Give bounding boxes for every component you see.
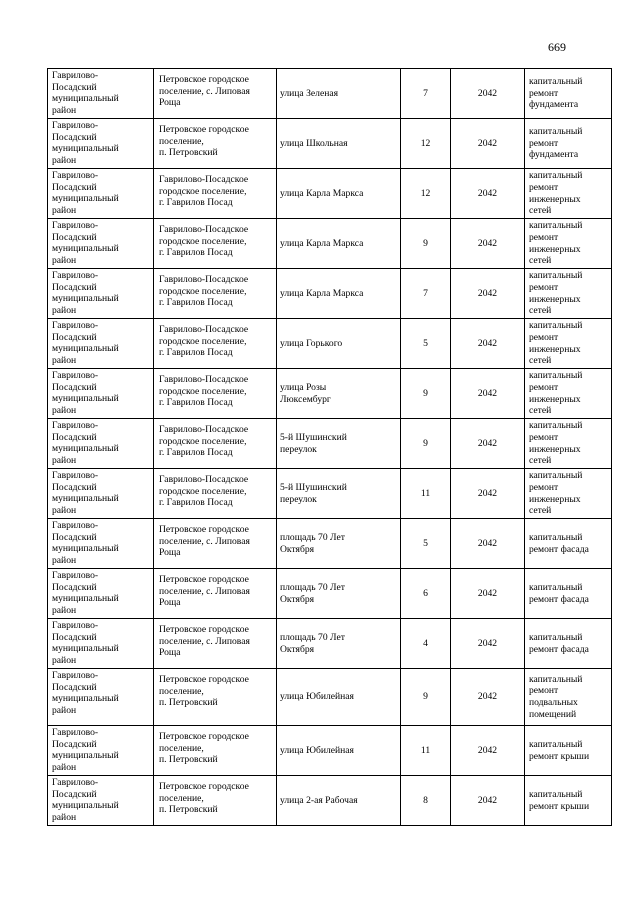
house-number-cell [401,269,451,319]
district-cell-text: Гаврилово- Посадский муниципальный район [52,320,119,366]
year-cell-text: 2042 [477,287,498,299]
street-cell [277,669,401,726]
district-cell [48,369,154,419]
settlement-cell [154,619,277,669]
settlement-cell [154,669,277,726]
settlement-cell-text: Петровское городское поселение, п. Петровский [159,731,249,766]
street-cell [277,469,401,519]
street-cell [277,619,401,669]
house-number-cell-text: 9 [423,237,428,249]
year-cell-text: 2042 [477,337,498,349]
house-number-cell-text: 4 [423,637,428,649]
district-cell [48,469,154,519]
street-cell-text: улица Юбилейная [280,744,354,756]
house-number-cell [401,69,451,119]
table-row [48,169,612,219]
work-type-cell [525,269,612,319]
house-number-cell-text: 12 [420,187,431,199]
district-cell-text: Гаврилово- Посадский муниципальный район [52,727,119,773]
house-number-cell [401,219,451,269]
year-cell [451,169,525,219]
district-cell [48,269,154,319]
settlement-cell [154,419,277,469]
settlement-cell [154,469,277,519]
district-cell-text: Гаврилово- Посадский муниципальный район [52,270,119,316]
house-number-cell [401,369,451,419]
house-number-cell [401,169,451,219]
street-cell [277,319,401,369]
settlement-cell [154,169,277,219]
district-cell [48,726,154,776]
district-cell [48,169,154,219]
district-cell [48,219,154,269]
work-type-cell-text: капитальный ремонт инженерных сетей [529,370,583,417]
year-cell-text: 2042 [477,637,498,649]
settlement-cell [154,269,277,319]
settlement-cell-text: Гаврилово-Посадское городское поселение, г. Гаврилов Посад [159,474,249,509]
settlement-cell [154,726,277,776]
house-number-cell-text: 7 [423,87,428,99]
work-type-cell [525,469,612,519]
year-cell-text: 2042 [477,537,498,549]
district-cell [48,69,154,119]
year-cell [451,776,525,826]
settlement-cell-text: Петровское городское поселение, с. Липовая Роща [159,624,250,659]
year-cell [451,219,525,269]
house-number-cell [401,419,451,469]
street-cell-text: улица Розы Люксембург [280,381,331,405]
work-type-cell [525,369,612,419]
table-row [48,119,612,169]
house-number-cell-text: 5 [423,337,428,349]
street-cell-text: улица Школьная [280,137,348,149]
house-number-cell-text: 7 [423,287,428,299]
year-cell [451,319,525,369]
house-number-cell-text: 8 [423,794,428,806]
work-type-cell [525,169,612,219]
work-type-cell [525,619,612,669]
work-type-cell-text: капитальный ремонт фундамента [529,76,583,111]
district-cell-text: Гаврилово- Посадский муниципальный район [52,70,119,116]
street-cell-text: площадь 70 Лет Октября [280,631,345,655]
street-cell-text: улица Зеленая [280,87,339,99]
work-type-cell-text: капитальный ремонт фасада [529,631,589,655]
settlement-cell-text: Петровское городское поселение, п. Петровский [159,124,249,159]
work-type-cell [525,569,612,619]
work-type-cell [525,669,612,726]
year-cell-text: 2042 [477,187,498,199]
house-number-cell-text: 9 [423,387,428,399]
settlement-cell-text: Гаврилово-Посадское городское поселение, г. Гаврилов Посад [159,374,249,409]
table-row [48,269,612,319]
page-number: 669 [548,40,566,54]
year-cell-text: 2042 [477,691,498,703]
year-cell [451,669,525,726]
year-cell [451,369,525,419]
work-type-cell-text: капитальный ремонт инженерных сетей [529,170,583,217]
table-row [48,469,612,519]
house-number-cell-text: 12 [420,137,431,149]
work-type-cell-text: капитальный ремонт фасада [529,531,589,555]
settlement-cell-text: Петровское городское поселение, с. Липовая Роща [159,524,250,559]
year-cell [451,269,525,319]
district-cell-text: Гаврилово- Посадский муниципальный район [52,220,119,266]
table-row [48,319,612,369]
house-number-cell [401,519,451,569]
district-cell [48,776,154,826]
table-row [48,369,612,419]
street-cell-text: улица Карла Маркса [280,287,364,299]
table-row [48,726,612,776]
table-row [48,619,612,669]
year-cell-text: 2042 [477,137,498,149]
table-row [48,419,612,469]
work-type-cell-text: капитальный ремонт инженерных сетей [529,220,583,267]
settlement-cell-text: Гаврилово-Посадское городское поселение, г. Гаврилов Посад [159,274,249,309]
year-cell [451,619,525,669]
house-number-cell [401,619,451,669]
district-cell-text: Гаврилово- Посадский муниципальный район [52,370,119,416]
repair-schedule-table [47,68,612,826]
work-type-cell [525,69,612,119]
work-type-cell [525,776,612,826]
street-cell-text: 5-й Шушинский переулок [280,431,347,455]
street-cell-text: улица Горького [280,337,343,349]
settlement-cell [154,776,277,826]
settlement-cell-text: Петровское городское поселение, с. Липовая Роща [159,74,250,109]
year-cell-text: 2042 [477,587,498,599]
house-number-cell-text: 9 [423,691,428,703]
table-row [48,776,612,826]
street-cell [277,269,401,319]
settlement-cell-text: Гаврилово-Посадское городское поселение, г. Гаврилов Посад [159,174,249,209]
settlement-cell-text: Петровское городское поселение, п. Петровский [159,781,249,816]
settlement-cell [154,119,277,169]
work-type-cell [525,319,612,369]
street-cell-text: улица 2-ая Рабочая [280,794,358,806]
district-cell-text: Гаврилово- Посадский муниципальный район [52,170,119,216]
district-cell-text: Гаврилово- Посадский муниципальный район [52,670,119,716]
settlement-cell-text: Гаврилово-Посадское городское поселение, г. Гаврилов Посад [159,224,249,259]
table-body [48,69,612,826]
district-cell-text: Гаврилово- Посадский муниципальный район [52,120,119,166]
street-cell [277,169,401,219]
year-cell [451,569,525,619]
work-type-cell-text: капитальный ремонт фасада [529,581,589,605]
house-number-cell [401,469,451,519]
year-cell-text: 2042 [477,487,498,499]
year-cell [451,119,525,169]
settlement-cell-text: Петровское городское поселение, п. Петровский [159,674,249,709]
street-cell [277,569,401,619]
settlement-cell [154,69,277,119]
year-cell-text: 2042 [477,744,498,756]
settlement-cell-text: Гаврилово-Посадское городское поселение, г. Гаврилов Посад [159,324,249,359]
year-cell-text: 2042 [477,794,498,806]
settlement-cell [154,569,277,619]
settlement-cell [154,519,277,569]
district-cell-text: Гаврилово- Посадский муниципальный район [52,620,119,666]
house-number-cell-text: 6 [423,587,428,599]
street-cell-text: площадь 70 Лет Октября [280,581,345,605]
year-cell [451,519,525,569]
district-cell [48,569,154,619]
house-number-cell-text: 11 [420,487,431,499]
district-cell-text: Гаврилово- Посадский муниципальный район [52,777,119,823]
work-type-cell-text: капитальный ремонт инженерных сетей [529,270,583,317]
street-cell-text: улица Юбилейная [280,691,354,703]
street-cell [277,726,401,776]
table-row [48,669,612,726]
district-cell [48,669,154,726]
street-cell [277,776,401,826]
work-type-cell-text: капитальный ремонт крыши [529,738,590,762]
street-cell [277,519,401,569]
district-cell-text: Гаврилово- Посадский муниципальный район [52,420,119,466]
year-cell [451,469,525,519]
work-type-cell [525,726,612,776]
house-number-cell-text: 5 [423,537,428,549]
street-cell [277,69,401,119]
table-row [48,519,612,569]
settlement-cell [154,369,277,419]
year-cell [451,726,525,776]
year-cell-text: 2042 [477,437,498,449]
house-number-cell-text: 9 [423,437,428,449]
district-cell [48,419,154,469]
district-cell-text: Гаврилово- Посадский муниципальный район [52,520,119,566]
street-cell [277,219,401,269]
settlement-cell-text: Петровское городское поселение, с. Липовая Роща [159,574,250,609]
district-cell [48,519,154,569]
work-type-cell-text: капитальный ремонт инженерных сетей [529,320,583,367]
district-cell-text: Гаврилово- Посадский муниципальный район [52,470,119,516]
house-number-cell [401,776,451,826]
settlement-cell [154,219,277,269]
year-cell-text: 2042 [477,237,498,249]
street-cell [277,119,401,169]
work-type-cell-text: капитальный ремонт крыши [529,788,590,812]
year-cell-text: 2042 [477,87,498,99]
table-row [48,569,612,619]
work-type-cell [525,519,612,569]
year-cell [451,69,525,119]
year-cell-text: 2042 [477,387,498,399]
district-cell [48,319,154,369]
work-type-cell-text: капитальный ремонт инженерных сетей [529,420,583,467]
street-cell [277,369,401,419]
work-type-cell-text: капитальный ремонт фундамента [529,126,583,161]
work-type-cell [525,219,612,269]
house-number-cell [401,569,451,619]
district-cell-text: Гаврилово- Посадский муниципальный район [52,570,119,616]
house-number-cell-text: 11 [420,744,431,756]
district-cell [48,619,154,669]
street-cell-text: улица Карла Маркса [280,237,364,249]
house-number-cell [401,119,451,169]
work-type-cell-text: капитальный ремонт инженерных сетей [529,470,583,517]
street-cell-text: улица Карла Маркса [280,187,364,199]
street-cell-text: площадь 70 Лет Октября [280,531,345,555]
settlement-cell-text: Гаврилово-Посадское городское поселение, г. Гаврилов Посад [159,424,249,459]
table-row [48,69,612,119]
house-number-cell [401,669,451,726]
work-type-cell-text: капитальный ремонт подвальных помещений [529,673,583,720]
house-number-cell [401,319,451,369]
work-type-cell [525,419,612,469]
settlement-cell [154,319,277,369]
work-type-cell [525,119,612,169]
year-cell [451,419,525,469]
table-row [48,219,612,269]
house-number-cell [401,726,451,776]
district-cell [48,119,154,169]
street-cell [277,419,401,469]
street-cell-text: 5-й Шушинский переулок [280,481,347,505]
